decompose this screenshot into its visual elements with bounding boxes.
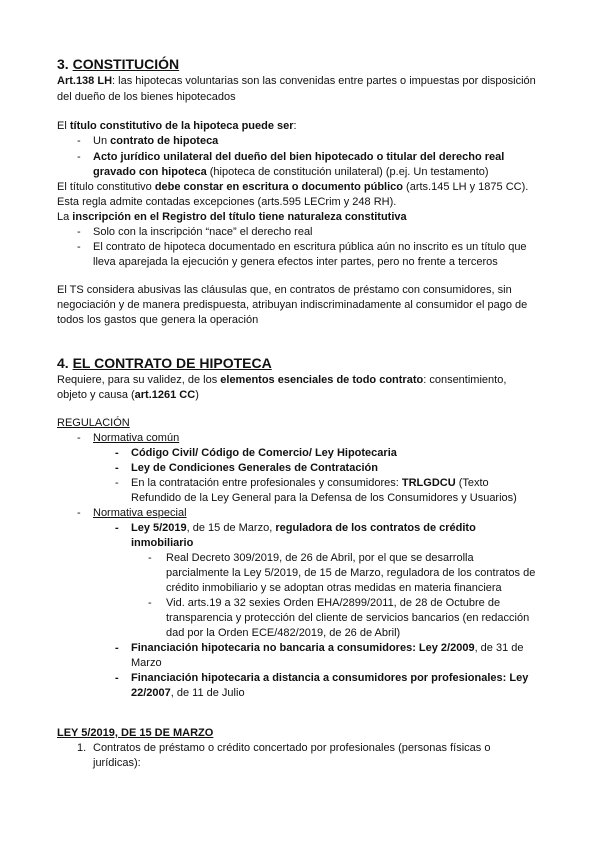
list-number: 1. (77, 742, 87, 754)
requisitos-line-2: objeto y causa (art.1261 CC) (57, 389, 199, 401)
excepciones-line: Esta regla admite contadas excepciones (arts.595 LECrim y 248 RH). (57, 196, 397, 208)
bullet-dash: - (115, 642, 119, 654)
bullet-dash: - (115, 672, 119, 684)
section-3-heading: 3. CONSTITUCIÓN (57, 56, 180, 72)
comun-item-1: Código Civil/ Código de Comercio/ Ley Hipotecaria (131, 447, 397, 459)
bullet-dash: - (77, 135, 81, 147)
comun-item-2: Ley de Condiciones Generales de Contratación (131, 462, 378, 474)
bullet-dash: - (77, 241, 81, 253)
bullet-dash: - (115, 522, 119, 534)
bullet-dash: - (77, 151, 81, 163)
inscripcion-item-2: El contrato de hipoteca documentado en escritura pública aún no inscrito es un título que (93, 241, 527, 253)
art-138-line: Art.138 LH: las hipotecas voluntarias son las convenidas entre partes o impuestas por disposición (57, 75, 536, 87)
bullet-dash: - (148, 597, 152, 609)
ts-paragraph-3: todos los gastos que genera la operación (57, 314, 259, 326)
inscripcion-item-1: Solo con la inscripción “nace” el derecho real (93, 226, 313, 238)
art-138-line-2: del dueño de los bienes hipotecados (57, 91, 236, 103)
titulo-item-2: Acto jurídico unilateral del dueño del bien hipotecado o titular del derecho real (93, 151, 505, 163)
inscripcion-item-2-cont: lleva aparejada la ejecución y genera efectos inter partes, pero no frente a terceros (93, 256, 498, 268)
titulo-constitutivo: El título constitutivo de la hipoteca puede ser: (57, 120, 297, 132)
vid-line-1: Vid. arts.19 a 32 sexies Orden EHA/2899/2011, de 28 de Octubre de (166, 597, 501, 609)
ts-paragraph-2: negociación y de manera predispuesta, atribuyan indiscriminadamente al consumidor el pago de (57, 299, 528, 311)
comun-item-3-cont: Refundido de la Ley General para la Defensa de los Consumidores y Usuarios) (131, 492, 517, 504)
comun-item-3: En la contratación entre profesionales y consumidores: TRLGDCU (Texto (131, 477, 489, 489)
normativa-especial: Normativa especial (93, 507, 187, 519)
bullet-dash: - (148, 552, 152, 564)
especial-item-1: Ley 5/2019, de 15 de Marzo, reguladora de los contratos de crédito (131, 522, 476, 534)
regulacion-heading: REGULACIÓN (57, 417, 130, 429)
bullet-dash: - (77, 432, 81, 444)
titulo-item-2-cont: gravado con hipoteca (hipoteca de constitución unilateral) (p.ej. Un testamento) (93, 166, 489, 178)
especial-item-2: Financiación hipotecaria no bancaria a consumidores: Ley 2/2009, de 31 de (131, 642, 524, 654)
real-decreto-line-3: crédito inmobiliario y se adoptan otras medidas en materia financiera (166, 582, 502, 594)
section-4-heading: 4. EL CONTRATO DE HIPOTECA (57, 355, 272, 371)
bullet-dash: - (115, 477, 119, 489)
normativa-comun: Normativa común (93, 432, 180, 444)
requisitos-line: Requiere, para su validez, de los elementos esenciales de todo contrato: consentimiento, (57, 374, 507, 386)
ley-item-1: Contratos de préstamo o crédito concertado por profesionales (personas físicas o (93, 742, 491, 754)
ley-5-2019-heading: LEY 5/2019, DE 15 DE MARZO (57, 727, 214, 739)
especial-item-2-cont: Marzo (131, 657, 162, 669)
especial-item-1-cont: inmobiliario (131, 537, 194, 549)
vid-line-2: transparencia y protección del cliente de servicios bancarios (en redacción (166, 612, 530, 624)
vid-line-3: dad por la Orden ECE/482/2019, de 26 de Abril) (166, 627, 401, 639)
bullet-dash: - (77, 507, 81, 519)
bullet-dash: - (115, 447, 119, 459)
especial-item-3-cont: 22/2007, de 11 de Julio (131, 687, 245, 699)
forma-line: El título constitutivo debe constar en escritura o documento público (arts.145 LH y 1875 CC). (57, 181, 529, 193)
especial-item-3: Financiación hipotecaria a distancia a consumidores por profesionales: Ley (131, 672, 529, 684)
bullet-dash: - (115, 462, 119, 474)
real-decreto-line-2: parcialmente la Ley 5/2019, de 15 de Marzo, reguladora de los contratos de (166, 567, 536, 579)
ts-paragraph-1: El TS considera abusivas las cláusulas que, en contratos de préstamo con consumidores, sin (57, 284, 512, 296)
inscripcion-line: La inscripción en el Registro del título tiene naturaleza constitutiva (57, 211, 407, 223)
bullet-dash: - (77, 226, 81, 238)
real-decreto-line-1: Real Decreto 309/2019, de 26 de Abril, por el que se desarrolla (166, 552, 474, 564)
ley-item-1-cont: jurídicas): (93, 757, 141, 769)
titulo-item-1: Un contrato de hipoteca (93, 135, 219, 147)
